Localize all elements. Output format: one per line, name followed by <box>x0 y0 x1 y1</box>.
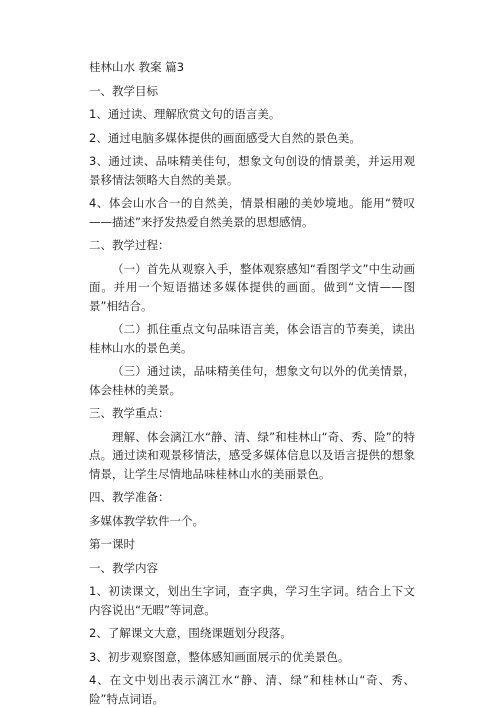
objective-item: 1、通过读、理解欣赏文句的语言美。 <box>89 107 281 121</box>
process-item: （三）通过读，品味精美佳句，想象文句以外的优美情景，体会桂林的美景。 <box>89 364 415 397</box>
lesson-subheading: 一、教学内容 <box>89 560 158 575</box>
lesson-item: 4、在文中划出表示漓江水“静、清、绿”和桂林山“奇、秀、险”特点词语。 <box>89 673 415 706</box>
lesson-heading: 第一课时 <box>89 537 135 551</box>
document-body <box>89 58 415 708</box>
objective-item: 2、通过电脑多媒体提供的画面感受大自然的景色美。 <box>89 130 361 145</box>
preparation-paragraph: 多媒体教学软件一个。 <box>89 513 204 528</box>
process-item: （二）抓住重点文句品味语言美，体会语言的节奏美，读出桂林山水的景色美。 <box>89 322 415 355</box>
process-item: （一）首先从观察入手，整体观察感知“看图学文”中生动画面。并用一个短语描述多媒体提供的画面。做到“文情——图景”相结合。 <box>89 261 415 313</box>
objective-item: 4、体会山水合一的自然美，情景相融的美妙境地。能用“赞叹——描述”来抒发热爱自然美景的思想感情。 <box>89 196 415 229</box>
lesson-item: 3、初步观察图意，整体感知画面展示的优美景色。 <box>89 649 350 664</box>
lesson-item: 1、初读课文，划出生字词，查字典，学习生字词。结合上下文内容说出“无暇”等词意。 <box>89 584 415 617</box>
document-title: 桂林山水 教案 篇3 <box>89 60 185 74</box>
section-heading-objectives: 一、教学目标 <box>89 83 158 98</box>
section-heading-focus: 三、教学重点： <box>89 406 170 420</box>
section-heading-preparation: 四、教学准备： <box>89 490 170 504</box>
lesson-item: 2、了解课文大意，围绕课题划分段落。 <box>89 626 292 640</box>
focus-paragraph: 理解、体会漓江水“静、清、绿”和桂林山“奇、秀、险”的特点。通过读和观景移情法，感受多媒体信息以及语言提供的想象情景，让学生尽情地品味桂林山水的美丽景色。 <box>89 429 415 481</box>
section-heading-process: 二、教学过程： <box>89 238 170 252</box>
objective-item: 3、通过读、品味精美佳句，想象文句创设的情景美，并运用观景移情法领略大自然的美景。 <box>89 154 415 187</box>
